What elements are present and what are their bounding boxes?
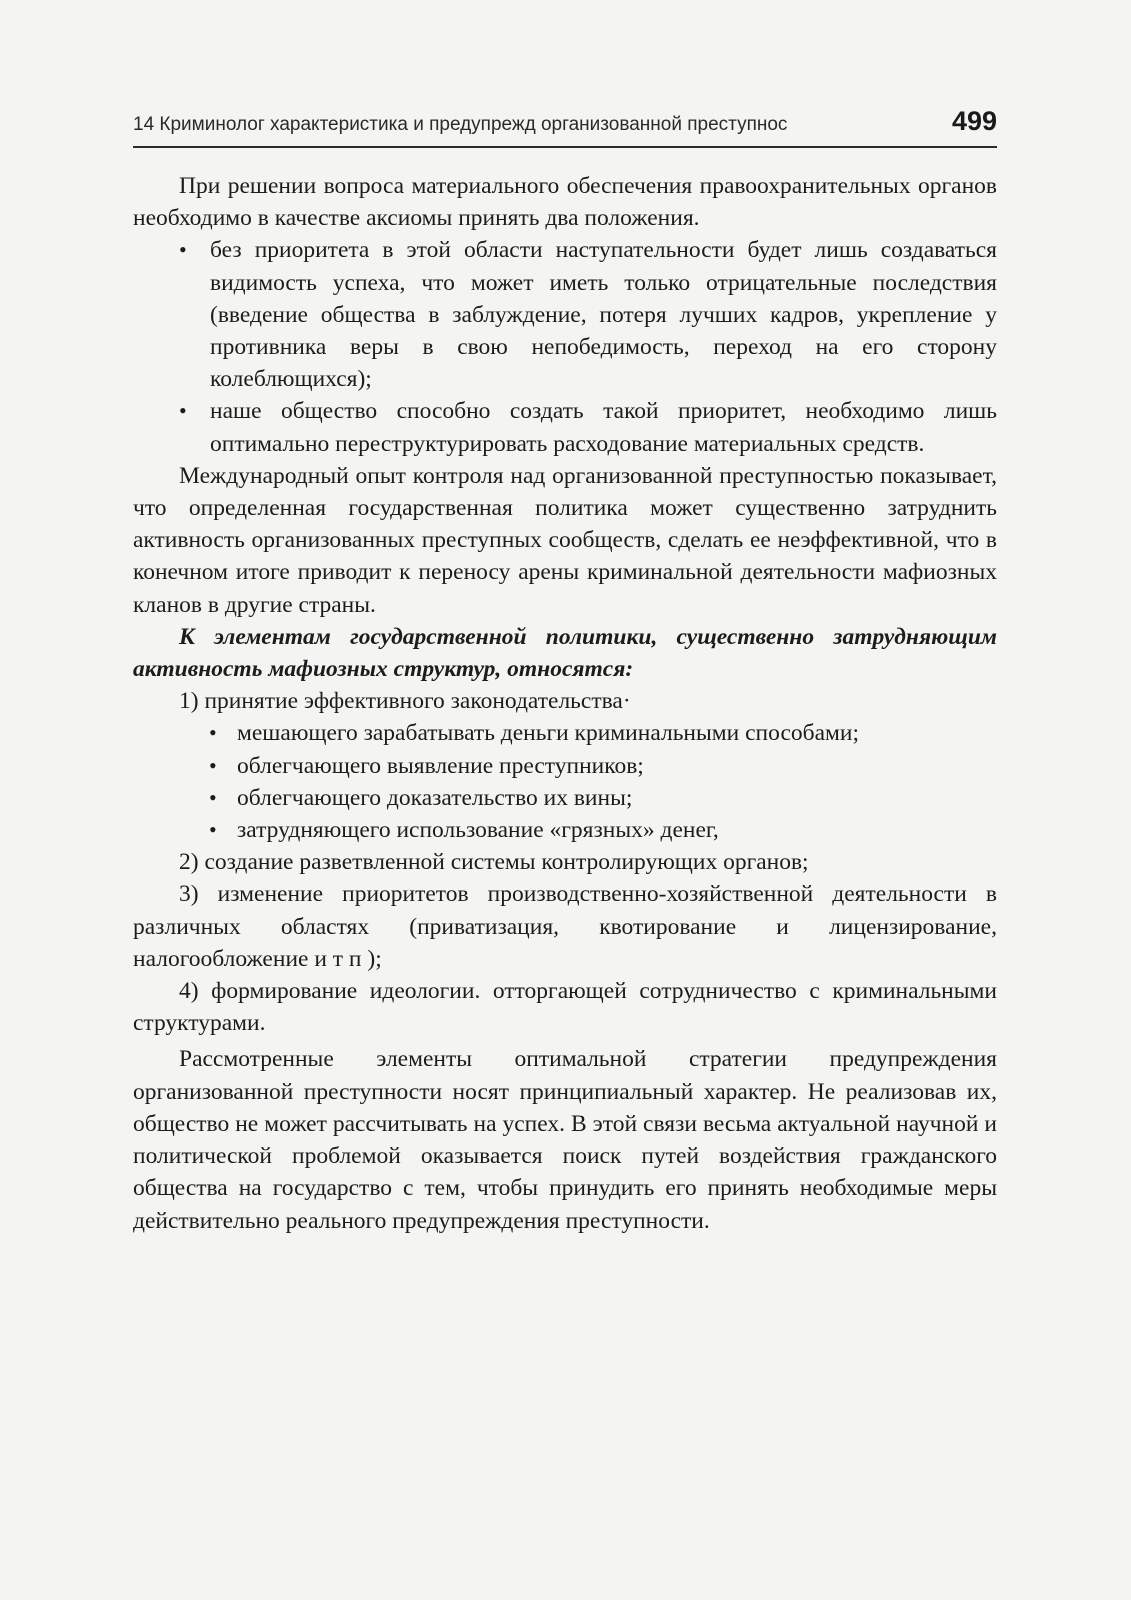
list-item-text: облегчающего выявление преступников; (237, 752, 644, 779)
bullet-icon: • (179, 237, 187, 263)
page-number: 499 (951, 106, 997, 136)
list-item (133, 782, 997, 814)
list-item-text: облегчающего доказательство их вины; (237, 784, 633, 811)
paragraph-materials: При решении вопроса материального обеспечения правоохранительных органов необходимо в качестве аксиомы принять два положения. (133, 173, 997, 232)
numbered-item-4: 4) формирование идеологии. отторгающей сотрудничество с криминальными структурами. (133, 978, 997, 1037)
paragraph-international-experience: Международный опыт контроля над организованной преступностью показывает, что определенная государственная политика может существенно затруднить активность организованных преступных сообществ, сделать ее неэффективной, что в конечном итоге приводит к переносу арены криминальной деятельности мафиозных кланов в другие страны. (133, 462, 997, 618)
list-item-text: наше общество способно создать такой приоритет, необходимо лишь оптимально переструктурировать расходование материальных средств. (210, 398, 997, 457)
bullet-icon: • (209, 720, 217, 746)
numbered-item-1: 1) принятие эффективного законодательства· (179, 688, 631, 715)
numbered-item-2: 2) создание разветвленной системы контролирующих органов; (179, 849, 809, 876)
bullet-icon: • (179, 398, 187, 424)
paragraph-conclusion: Рассмотренные элементы оптимальной стратегии предупреждения организованной преступности носят принципиальный характер. Не реализовав их, общество не может рассчитывать на успех. В этой связи весьма актуальной научной и политической проблемой оказывается поиск путей воздействия гражданского общества на государство с тем, чтобы принудить его принять необходимые меры действительно реального предупреждения преступности. (133, 1046, 997, 1234)
paragraph-policy-elements-heading: К элементам государственной политики, существенно затрудняющим активность мафиозных структур, относятся: (133, 623, 997, 683)
bullet-list-legislation (133, 717, 997, 846)
list-item (133, 717, 997, 749)
running-title: 14 Криминолог характеристика и предупрежд организованной преступнос (133, 114, 788, 135)
list-item (133, 814, 997, 846)
list-item-text: мешающего зарабатывать деньги криминальными способами; (237, 720, 859, 747)
list-item-text: без приоритета в этой области наступательности будет лишь создаваться видимость успеха, что может иметь только отрицательные последствия (введение общества в заблуждение, потеря лучших кадров, укрепление у противника веры в свою непобедимость, переход на его сторону колеблющихся); (210, 237, 997, 393)
numbered-item-3: 3) изменение приоритетов производственно-хозяйственной деятельности в различных областях (приватизация, квотирование и лицензирование, налогообложение и т п ); (133, 881, 997, 972)
bullet-icon: • (209, 784, 217, 810)
list-item (133, 395, 997, 459)
list-item-text: затрудняющего использование «грязных» денег, (237, 817, 719, 844)
page-header (133, 106, 997, 148)
bullet-list-axioms (133, 234, 997, 459)
bullet-icon: • (209, 752, 217, 778)
body-text (133, 170, 997, 1237)
bullet-icon: • (209, 817, 217, 843)
list-item (133, 750, 997, 782)
list-item (133, 234, 997, 395)
